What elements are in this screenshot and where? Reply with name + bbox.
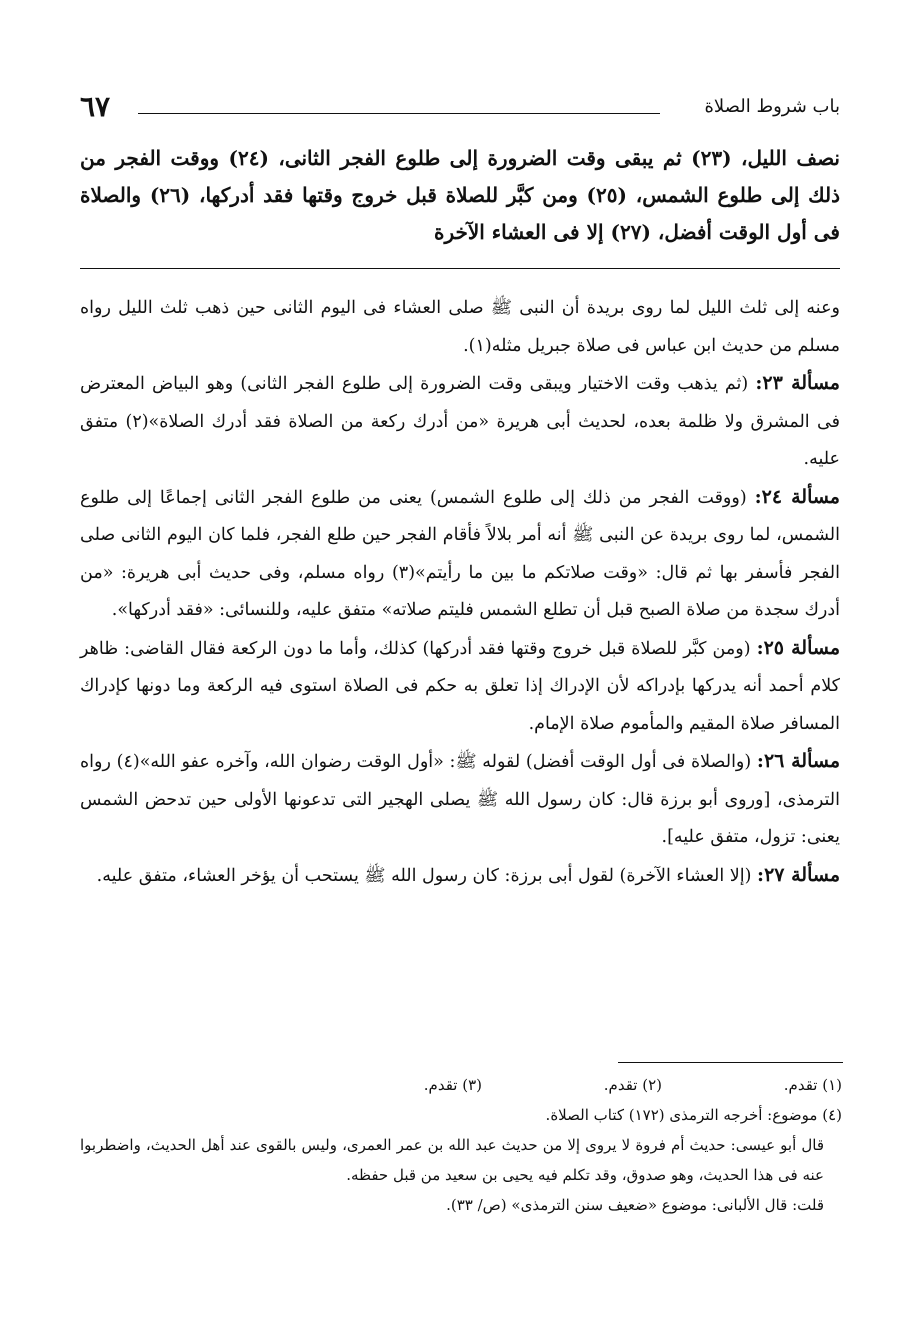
footnote-4-albani: قلت: قال الألبانى: موضوع «ضعيف سنن الترمذى» (ص/ ٣٣).: [446, 1196, 824, 1214]
masala-text: (ومن كبَّر للصلاة قبل خروج وقتها فقد أدركها) كذلك، وأما ما دون الركعة فقال القاضى: ظاهر كلام أحمد أنه يدركها بإدراكه لأن الإدراك إذا تعلق به حكم فى الصلاة استوى فيه الركعة وما دونها كإدراك المسافر صلاة المقيم والمأموم صلاة الإمام.: [80, 638, 840, 734]
footnote-4: (٤) موضوع: أخرجه الترمذى (١٧٢) كتاب الصلاة.: [545, 1106, 842, 1124]
masala-label: مسألة ٢٣:: [755, 372, 840, 394]
footnote-short-row: [80, 1070, 842, 1100]
footnote-4-detail: قال أبو عيسى: حديث أم فروة لا يروى إلا من حديث عبد الله بن عمر العمرى، وليس بالقوى عند أهل الحديث، واضطربوا عنه فى هذا الحديث، وهو صدوق، وقد تكلم فيه يحيى بن سعيد من قبل حفظه.: [80, 1136, 824, 1184]
masala-label: مسألة ٢٧:: [757, 863, 840, 886]
masala-26: [80, 743, 840, 857]
footnote-1: (١) تقدم.: [783, 1076, 842, 1094]
masala-label: مسألة ٢٦:: [756, 750, 840, 772]
masala-text: (والصلاة فى أول الوقت أفضل) لقوله ﷺ: «أول الوقت رضوان الله، وآخره عفو الله»(٤) رواه الترمذى، [وروى أبو برزة قال: كان رسول الله ﷺ يصلى الهجير التى تدعونها الأولى حين تدحض الشمس يعنى: تزول، متفق عليه].: [80, 752, 840, 847]
masala-23: [80, 365, 840, 479]
masala-24: [80, 479, 840, 630]
masala-text: (ثم يذهب وقت الاختيار ويبقى وقت الضرورة إلى طلوع الفجر الثانى) وهو البياض المعترض فى المشرق ولا ظلمة بعده، لحديث أبى هريرة «من أدرك ركعة من الصلاة فقد أدرك الصلاة»(٢) متفق عليه.: [80, 374, 841, 469]
masala-text: (إلا العشاء الآخرة) لقول أبى برزة: كان رسول الله ﷺ يستحب أن يؤخر العشاء، متفق عليه.: [96, 865, 752, 886]
masala-label: مسألة ٢٥:: [756, 636, 840, 659]
chapter-title: باب شروط الصلاة: [704, 96, 840, 117]
header-rule: [138, 113, 660, 114]
matn-text: نصف الليل، (٢٣) ثم يبقى وقت الضرورة إلى طلوع الفجر الثانى، (٢٤) ووقت الفجر من ذلك إلى طلوع الشمس، (٢٥) ومن كبَّر للصلاة قبل خروج وقتها فقد أدركها، (٢٦) والصلاة فى أول الوقت أفضل، (٢٧) إلا فى العشاء الآخرة: [80, 146, 840, 244]
masala-27: [80, 857, 840, 896]
masala-text: (ووقت الفجر من ذلك إلى طلوع الشمس) يعنى من طلوع الفجر الثانى إجماعًا إلى طلوع الشمس، لما روى بريدة عن النبى ﷺ أنه أمر بلالاً فأقام الفجر حين طلع الفجر، فلما كان اليوم الثانى صلى الفجر فأسفر بها ثم قال: «وقت صلاتكم ما بين ما رأيتم»(٣) رواه مسلم، وفى حديث أبى هريرة: «من أدرك سجدة من صلاة الصبح قبل أن تطلع الشمس فليتم صلاته» متفق عليه، وللنسائى: «فقد أدركها».: [80, 487, 840, 620]
masala-25: [80, 630, 840, 744]
footnote-3: (٣) تقدم.: [423, 1076, 482, 1094]
commentary-body: [80, 290, 840, 895]
footnote-divider: [618, 1062, 843, 1063]
page-header: [80, 90, 840, 126]
footnotes: [80, 1070, 842, 1220]
page-number: ٦٧: [80, 90, 111, 123]
footnote-2: (٢) تقدم.: [603, 1076, 662, 1094]
commentary-intro: وعنه إلى ثلث الليل لما روى بريدة أن النبى ﷺ صلى العشاء فى اليوم الثانى حين ذهب ثلث الليل رواه مسلم من حديث ابن عباس فى صلاة جبريل مثله(١).: [80, 298, 840, 356]
masala-label: مسألة ٢٤:: [754, 485, 840, 508]
matn-divider: [80, 268, 840, 269]
